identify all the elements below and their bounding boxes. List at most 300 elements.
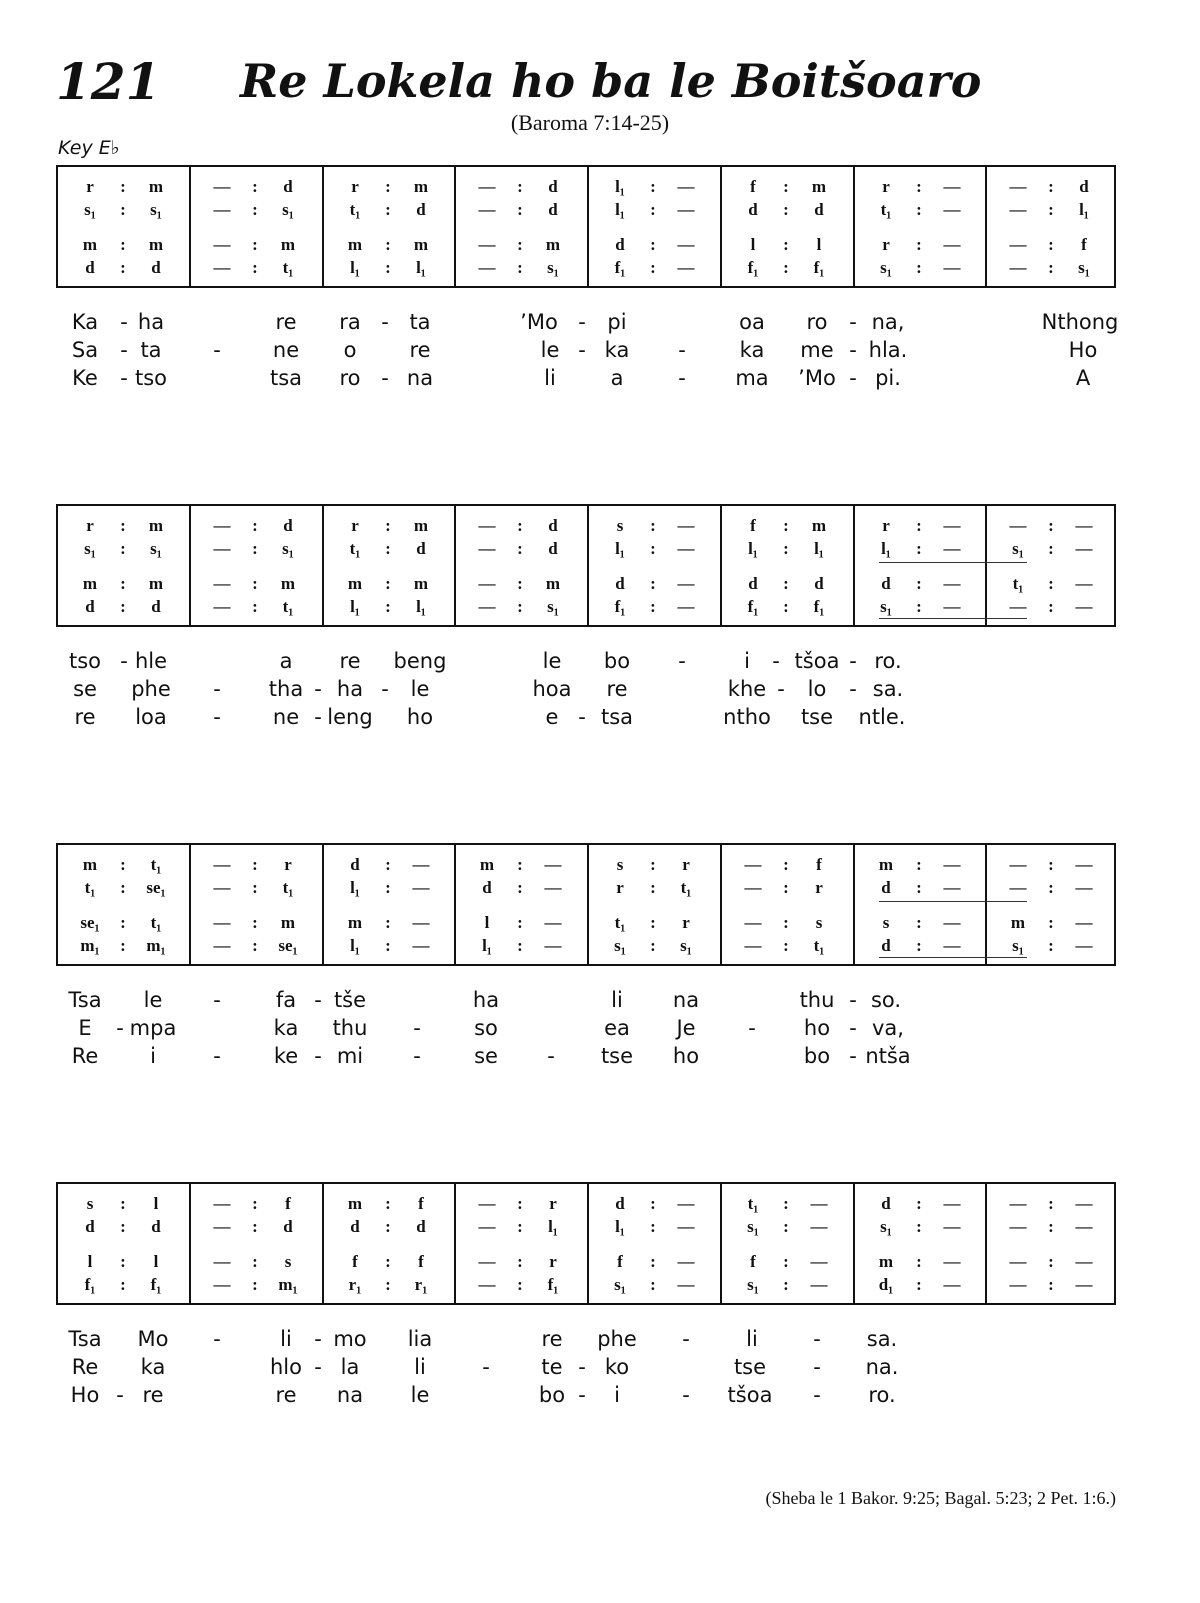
lyric-syllable: so [474,1016,498,1040]
solfa-note: — [744,855,762,874]
lyric-syllable: Re [71,1044,99,1068]
solfa-note: m [82,574,98,593]
lyric-syllable: na [672,988,700,1012]
beat-colon: : [650,539,656,558]
solfa-note: — [677,1275,695,1294]
solfa-note: d [350,1217,360,1236]
solfa-note: l₁ [1079,200,1089,219]
solfa-note: — [412,936,430,955]
lyric-syllable: ra [339,310,361,334]
beat-colon: : [1048,1217,1054,1236]
lyric-syllable: ’Mo [798,366,836,390]
lyric-syllable: hle [134,649,168,673]
solfa-note: m [148,516,164,535]
lyric-syllable: Ke [72,366,98,390]
solfa-note: r [351,516,359,535]
solfa-note: — [1009,516,1027,535]
lyric-syllable: tsa [269,366,303,390]
lyrics-block-4 [56,1325,1136,1409]
syllable-hyphen: - [120,649,128,673]
lyric-syllable: ntša [865,1044,911,1068]
solfa-note: t₁ [680,878,692,897]
solfa-note: l [816,235,822,254]
solfa-note: l₁ [416,258,426,277]
solfa-note: f₁ [614,258,626,277]
solfa-note: s [86,1194,94,1213]
beat-colon: : [517,177,523,196]
lyric-syllable: na [336,1383,364,1407]
solfa-note: s₁ [282,539,294,558]
solfa-note: s₁ [150,539,162,558]
solfa-note: l₁ [615,539,625,558]
solfa-note: — [943,913,961,932]
lyric-syllable: ha [472,988,500,1012]
beat-colon: : [650,258,656,277]
lyric-syllable: i [744,649,750,673]
beat-colon: : [783,913,789,932]
lyric-syllable: va, [872,1016,904,1040]
solfa-note: l [484,913,490,932]
solfa-note: m [413,177,429,196]
syllable-hyphen: - [314,677,322,701]
solfa-note: l₁ [482,936,492,955]
lyric-syllable: re [339,649,361,673]
beat-colon: : [385,200,391,219]
beat-colon: : [1048,574,1054,593]
solfa-note: s₁ [84,539,96,558]
beat-colon: : [120,1194,126,1213]
barline [322,506,324,625]
lyric-syllable: Nthong [1041,310,1119,334]
solfa-note: — [744,878,762,897]
lyric-syllable: ka [739,338,765,362]
solfa-note: — [1009,1217,1027,1236]
lyric-syllable: te [541,1355,563,1379]
solfa-note: m [413,516,429,535]
lyric-syllable: le [143,988,163,1012]
solfa-note: — [810,1194,828,1213]
solfa-note: — [213,574,231,593]
syllable-hyphen: - [772,649,780,673]
lyric-syllable: thu [799,988,835,1012]
solfa-note: — [677,235,695,254]
solfa-note: t₁ [349,200,361,219]
solfa-note: s [284,1252,292,1271]
beat-colon: : [1048,200,1054,219]
lyric-syllable: hoa [532,677,572,701]
lyric-syllable: na, [871,310,905,334]
lyric-syllable: lo [807,677,827,701]
beat-colon: : [916,235,922,254]
syllable-hyphen: - [849,1044,857,1068]
lyric-syllable: li [544,366,556,390]
solfa-note: r [882,516,890,535]
solfa-note: d [1079,177,1089,196]
solfa-note: s₁ [880,597,892,616]
lyric-syllable: re [275,1383,297,1407]
solfa-note: m [280,913,296,932]
beat-colon: : [252,913,258,932]
lyric-syllable: ea [604,1016,630,1040]
beat-colon: : [385,1217,391,1236]
solfa-system-3 [56,843,1116,966]
syllable-hyphen: - [381,310,389,334]
beat-colon: : [385,1275,391,1294]
lyric-syllable: tse [800,705,834,729]
syllable-hyphen: - [849,1016,857,1040]
solfa-note: — [1075,1194,1093,1213]
lyric-syllable: sa. [872,677,904,701]
syllable-hyphen: - [678,338,686,362]
syllable-hyphen: - [314,1327,322,1351]
beat-colon: : [252,539,258,558]
beat-colon: : [650,1217,656,1236]
beat-colon: : [916,1194,922,1213]
lyric-syllable: a [279,649,293,673]
beat-colon: : [252,878,258,897]
beat-colon: : [783,200,789,219]
solfa-note: m [1010,913,1026,932]
beat-colon: : [1048,235,1054,254]
solfa-note: m [413,235,429,254]
solfa-note: r₁ [414,1275,428,1294]
solfa-note: t₁ [282,258,294,277]
solfa-note: m₁ [80,936,100,955]
solfa-note: r [882,177,890,196]
barline [587,506,589,625]
solfa-note: d [350,855,360,874]
lyric-syllable: leng [327,705,373,729]
solfa-note: t₁ [349,539,361,558]
solfa-note: f₁ [84,1275,96,1294]
beat-colon: : [783,936,789,955]
barline [322,167,324,286]
solfa-note: f₁ [747,597,759,616]
lyric-line-verse-2 [56,336,1136,364]
lyric-syllable: loa [135,705,167,729]
beat-colon: : [385,878,391,897]
solfa-note: l₁ [548,1217,558,1236]
beat-colon: : [1048,1275,1054,1294]
lyric-syllable: beng [393,649,447,673]
solfa-note: — [677,574,695,593]
solfa-note: — [943,597,961,616]
solfa-note: d [85,1217,95,1236]
lyric-syllable: ka [273,1016,299,1040]
solfa-note: t₁ [282,878,294,897]
lyric-syllable: ro. [874,649,902,673]
solfa-note: d [85,597,95,616]
solfa-note: — [1009,855,1027,874]
solfa-note: d [881,878,891,897]
beat-colon: : [517,1252,523,1271]
beat-colon: : [916,200,922,219]
solfa-note: m [347,235,363,254]
lyric-syllable: Tsa [68,988,102,1012]
solfa-note: m [148,235,164,254]
solfa-note: r [815,878,823,897]
solfa-note: d [283,177,293,196]
beat-colon: : [385,177,391,196]
key-signature: Key E♭ [58,137,120,159]
solfa-note: r [549,1194,557,1213]
beat-colon: : [783,1217,789,1236]
beat-colon: : [120,574,126,593]
solfa-note: — [213,258,231,277]
barline [454,506,456,625]
solfa-note: d [615,235,625,254]
lyric-line-verse-3 [56,703,1136,731]
lyric-line-verse-3 [56,1042,1136,1070]
solfa-note: m [545,235,561,254]
solfa-note: m [82,235,98,254]
lyric-syllable: ne [272,338,300,362]
lyric-syllable: ho [406,705,434,729]
beat-colon: : [650,855,656,874]
lyric-syllable: me [800,338,834,362]
solfa-note: — [943,258,961,277]
beat-colon: : [517,878,523,897]
syllable-hyphen: - [849,338,857,362]
lyric-syllable: tše [333,988,367,1012]
beat-colon: : [1048,913,1054,932]
solfa-note: t₁ [84,878,96,897]
solfa-note: m [148,177,164,196]
solfa-note: f₁ [614,597,626,616]
solfa-note: l₁ [615,1217,625,1236]
beat-colon: : [385,597,391,616]
barline [985,1184,987,1303]
syllable-hyphen: - [413,1016,421,1040]
solfa-note: d [85,258,95,277]
solfa-note: — [1075,539,1093,558]
solfa-note: — [677,539,695,558]
beat-colon: : [120,258,126,277]
barline [322,1184,324,1303]
solfa-note: s [616,516,624,535]
lyric-syllable: ke [273,1044,299,1068]
beat-colon: : [1048,1194,1054,1213]
beat-colon: : [650,878,656,897]
solfa-note: — [744,913,762,932]
lyric-syllable: thu [332,1016,368,1040]
lyric-syllable: bo [603,649,631,673]
beat-colon: : [252,1252,258,1271]
solfa-note: — [943,516,961,535]
syllable-hyphen: - [213,988,221,1012]
beat-colon: : [120,539,126,558]
solfa-note: d [416,200,426,219]
lyric-syllable: Ho [70,1383,100,1407]
beat-colon: : [916,539,922,558]
solfa-note: d [548,539,558,558]
beat-colon: : [783,878,789,897]
syllable-hyphen: - [213,1327,221,1351]
solfa-note: — [1009,597,1027,616]
lyric-syllable: so. [870,988,902,1012]
lyric-syllable: re [142,1383,164,1407]
syllable-hyphen: - [314,988,322,1012]
beat-colon: : [252,855,258,874]
solfa-note: r₁ [348,1275,362,1294]
solfa-note: d [881,936,891,955]
lyric-line-verse-1 [56,647,1136,675]
syllable-hyphen: - [678,366,686,390]
lyric-syllable: hlo [270,1355,302,1379]
syllable-hyphen: - [849,649,857,673]
solfa-note: s [882,913,890,932]
solfa-note: — [412,855,430,874]
solfa-note: s₁ [680,936,692,955]
beat-colon: : [916,913,922,932]
lyric-syllable: re [541,1327,563,1351]
solfa-note: f₁ [813,597,825,616]
beat-colon: : [916,1252,922,1271]
solfa-note: d [283,1217,293,1236]
solfa-note: t₁ [614,913,626,932]
lyric-syllable: ko [604,1355,630,1379]
solfa-note: — [213,1217,231,1236]
solfa-note: — [1075,878,1093,897]
lyrics-block-1 [56,308,1136,392]
solfa-note: f [750,177,756,196]
beat-colon: : [517,1217,523,1236]
solfa-note: l [750,235,756,254]
beat-colon: : [650,597,656,616]
solfa-note: — [412,878,430,897]
lyric-syllable: Mo [137,1327,169,1351]
syllable-hyphen: - [116,1016,124,1040]
solfa-note: — [677,200,695,219]
beat-colon: : [783,1194,789,1213]
lyric-syllable: hla. [868,338,908,362]
solfa-note: d [151,1217,161,1236]
solfa-note: — [478,200,496,219]
lyric-syllable: ntle. [858,705,906,729]
solfa-note: — [478,539,496,558]
solfa-note: — [544,878,562,897]
lyric-syllable: E [78,1016,92,1040]
lyric-syllable: pi. [875,366,901,390]
solfa-note: t₁ [880,200,892,219]
beat-colon: : [385,855,391,874]
lyric-syllable: Tsa [68,1327,102,1351]
solfa-note: — [1075,855,1093,874]
lyric-syllable: tšoa [727,1383,773,1407]
beat-colon: : [916,258,922,277]
lyric-syllable: mo [333,1327,367,1351]
solfa-note: s [815,913,823,932]
solfa-note: r [616,878,624,897]
beat-colon: : [120,1252,126,1271]
lyric-syllable: li [280,1327,292,1351]
beat-colon: : [517,235,523,254]
barline [189,506,191,625]
beat-colon: : [252,1217,258,1236]
syllable-hyphen: - [578,705,586,729]
solfa-note: r [882,235,890,254]
solfa-note: r [549,1252,557,1271]
beat-colon: : [650,1252,656,1271]
solfa-note: — [1009,1252,1027,1271]
beat-colon: : [385,1252,391,1271]
solfa-note: — [213,200,231,219]
solfa-note: f₁ [747,258,759,277]
beat-colon: : [385,235,391,254]
barline [189,1184,191,1303]
solfa-note: — [213,1252,231,1271]
lyric-syllable: phe [597,1327,637,1351]
syllable-hyphen: - [813,1355,821,1379]
lyric-syllable: tha [268,677,304,701]
beat-colon: : [650,1194,656,1213]
barline [454,1184,456,1303]
barline [454,167,456,286]
barline [853,1184,855,1303]
lyric-line-verse-1 [56,1325,1136,1353]
solfa-note: — [213,516,231,535]
solfa-note: m [280,235,296,254]
beat-colon: : [517,597,523,616]
beat-colon: : [252,516,258,535]
syllable-hyphen: - [682,1383,690,1407]
lyric-syllable: na. [865,1355,899,1379]
solfa-note: — [544,913,562,932]
solfa-note: s₁ [614,1275,626,1294]
beat-colon: : [252,177,258,196]
lyrics-block-2 [56,647,1136,731]
solfa-note: d [748,200,758,219]
solfa-note: f [352,1252,358,1271]
beat-colon: : [252,1275,258,1294]
syllable-hyphen: - [578,310,586,334]
solfa-note: r [86,516,94,535]
barline [853,506,855,625]
solfa-note: — [677,1252,695,1271]
solfa-note: — [677,258,695,277]
solfa-note: — [677,177,695,196]
beat-colon: : [517,913,523,932]
solfa-note: m [878,1252,894,1271]
solfa-note: se₁ [278,936,298,955]
lyric-syllable: ntho [723,705,771,729]
solfa-note: — [478,574,496,593]
barline [853,167,855,286]
solfa-note: r [682,913,690,932]
lyric-line-verse-2 [56,675,1136,703]
solfa-note: m [545,574,561,593]
lyric-syllable: i [614,1383,620,1407]
beat-colon: : [120,913,126,932]
lyric-syllable: Ka [71,310,99,334]
beat-colon: : [517,539,523,558]
beat-colon: : [385,258,391,277]
solfa-note: s₁ [1078,258,1090,277]
barline [189,845,191,964]
beat-colon: : [783,177,789,196]
solfa-note: — [1075,1217,1093,1236]
solfa-note: — [213,878,231,897]
lyric-syllable: li [414,1355,426,1379]
solfa-note: — [677,1217,695,1236]
beat-colon: : [1048,516,1054,535]
solfa-note: — [744,936,762,955]
barline [587,845,589,964]
syllable-hyphen: - [213,1044,221,1068]
solfa-note: — [943,936,961,955]
beat-colon: : [1048,597,1054,616]
solfa-note: l₁ [748,539,758,558]
